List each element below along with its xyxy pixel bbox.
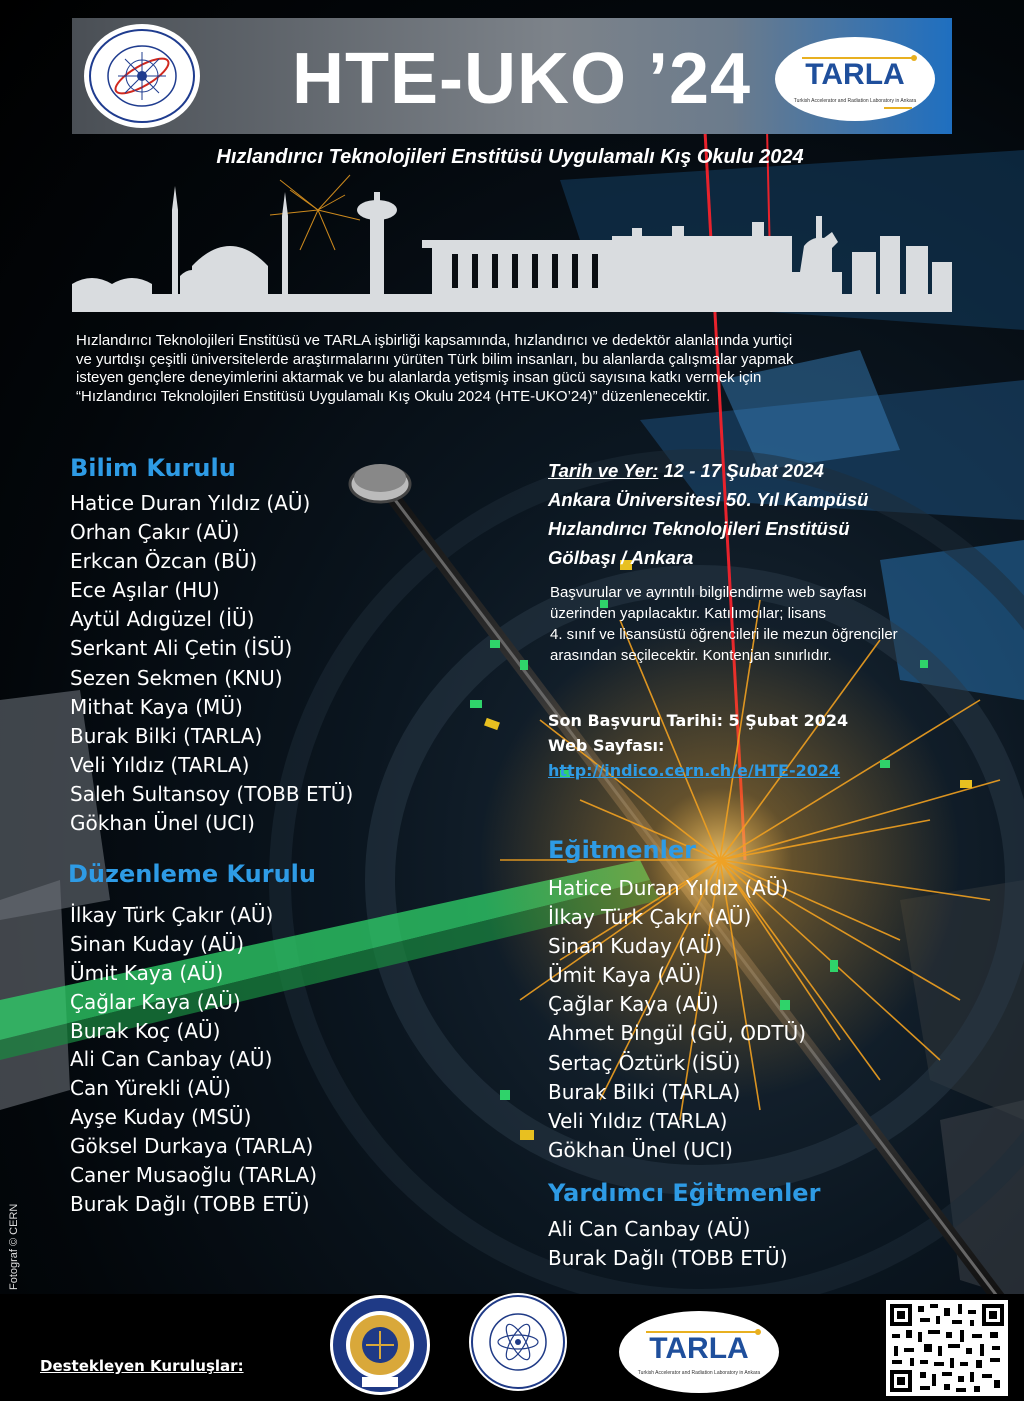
- list-item: Ali Can Canbay (AÜ): [548, 1217, 751, 1241]
- list-item: Veli Yıldız (TARLA): [548, 1108, 728, 1133]
- list-item: Sertaç Öztürk (İSÜ): [548, 1050, 741, 1075]
- list-item: Burak Koç (AÜ): [70, 1018, 221, 1043]
- date-label: Tarih ve Yer:: [548, 460, 659, 481]
- list-item: Ali Can Canbay (AÜ): [70, 1047, 273, 1072]
- tarla-footer-logo: [618, 1310, 780, 1394]
- list-item: Burak Bilki (TARLA): [548, 1079, 741, 1104]
- svg-text:Turkish Accelerator and Radiat: Turkish Accelerator and Radiation Laboratory in Ankara: [793, 98, 917, 104]
- svg-text:TARLA: TARLA: [805, 58, 905, 91]
- list-item: Hatice Duran Yıldız (AÜ): [70, 491, 311, 515]
- venue-line: Ankara Üniversitesi 50. Yıl Kampüsü: [548, 489, 869, 510]
- svg-text:TARLA: TARLA: [649, 1332, 749, 1365]
- list-item: Ümit Kaya (AÜ): [548, 963, 702, 988]
- ankara-university-hte-logo: [80, 22, 204, 130]
- event-title: HTE-UKO ’24: [292, 39, 752, 119]
- yardimci-egitmenler-heading: Yardımcı Eğitmenler: [548, 1179, 821, 1207]
- tarla-logo: [774, 36, 936, 122]
- list-item: Hatice Duran Yıldız (AÜ): [548, 876, 789, 900]
- date-value: 12 - 17 Şubat 2024: [658, 460, 824, 481]
- list-item: Burak Dağlı (TOBB ETÜ): [548, 1246, 788, 1270]
- event-info: [548, 456, 868, 572]
- deadline-block: [548, 708, 848, 783]
- list-item: Burak Dağlı (TOBB ETÜ): [70, 1191, 310, 1216]
- application-line: üzerinden yapılacaktır. Katılımcılar; lisans: [550, 605, 826, 622]
- event-subtitle: Hızlandırıcı Teknolojileri Enstitüsü Uygulamalı Kış Okulu 2024: [216, 146, 804, 168]
- application-line: Başvurular ve ayrıntılı bilgilendirme web sayfası: [550, 584, 867, 601]
- intro-line: ve yurtdışı çeşitli üniversitelerde araştırmalarını yürüten Türk bilim insanları, bu alanlarda çalışmalar yapmak: [76, 350, 794, 368]
- list-item: Erkcan Özcan (BÜ): [70, 549, 258, 574]
- list-item: Mithat Kaya (MÜ): [70, 694, 243, 719]
- application-line: arasından seçilecektir. Kontenjan sınırlıdır.: [550, 647, 832, 664]
- list-item: Çağlar Kaya (AÜ): [548, 992, 719, 1017]
- intro-paragraph: [76, 332, 956, 406]
- list-item: Gökhan Ünel (UCI): [548, 1137, 733, 1162]
- list-item: Gökhan Ünel (UCI): [70, 811, 255, 836]
- ankara-university-seal: [328, 1293, 432, 1397]
- qr-code[interactable]: [886, 1300, 1008, 1396]
- list-item: Ahmet Bingül (GÜ, ODTÜ): [548, 1021, 807, 1046]
- application-info: [550, 582, 970, 666]
- application-deadline: Son Başvuru Tarihi: 5 Şubat 2024: [548, 711, 849, 730]
- list-item: Saleh Sultansoy (TOBB ETÜ): [70, 781, 354, 806]
- fizik-muhendisleri-odasi-logo: [468, 1292, 568, 1392]
- photo-credit: Fotograf © CERN: [8, 1203, 20, 1290]
- ankara-skyline-silhouette: [72, 176, 952, 312]
- web-page-link[interactable]: http://indico.cern.ch/e/HTE-2024: [548, 761, 841, 780]
- venue-line: Hızlandırıcı Teknolojileri Enstitüsü: [548, 518, 850, 539]
- list-item: Serkant Ali Çetin (İSÜ): [70, 636, 293, 661]
- list-item: Aytül Adıgüzel (İÜ): [70, 607, 255, 632]
- supporters-label: Destekleyen Kuruluşlar:: [40, 1357, 244, 1375]
- list-item: Burak Bilki (TARLA): [70, 723, 263, 748]
- bilim-kurulu-list: [70, 489, 353, 838]
- list-item: Sinan Kuday (AÜ): [70, 931, 245, 956]
- list-item: Can Yürekli (AÜ): [70, 1076, 231, 1101]
- intro-line: “Hızlandırıcı Teknolojileri Enstitüsü Uygulamalı Kış Okulu 2024 (HTE-UKO’24)” düzenlenecektir.: [76, 387, 711, 405]
- list-item: Orhan Çakır (AÜ): [70, 520, 240, 545]
- list-item: Ümit Kaya (AÜ): [70, 960, 224, 985]
- bilim-kurulu-heading: Bilim Kurulu: [70, 454, 236, 482]
- list-item: Ece Aşılar (HU): [70, 578, 220, 603]
- egitmenler-heading: Eğitmenler: [548, 836, 696, 864]
- list-item: İlkay Türk Çakır (AÜ): [548, 905, 752, 930]
- web-page-label: Web Sayfası:: [548, 736, 665, 755]
- svg-text:Turkish Accelerator and Radiat: Turkish Accelerator and Radiation Laboratory in Ankara: [637, 1370, 761, 1376]
- yardimci-egitmenler-list: [548, 1215, 788, 1273]
- duzenleme-kurulu-heading: Düzenleme Kurulu: [68, 860, 316, 888]
- list-item: Sinan Kuday (AÜ): [548, 934, 723, 959]
- application-line: 4. sınıf ve lisansüstü öğrencileri ile mezun öğrenciler: [550, 626, 898, 643]
- venue-line: Gölbaşı / Ankara: [548, 547, 694, 568]
- list-item: Göksel Durkaya (TARLA): [70, 1134, 314, 1159]
- intro-line: isteyen gençlere deneyimlerini aktarmak ve bu alanlarda yetişmiş insan gücü sayısına katkı vermek için: [76, 369, 762, 387]
- list-item: Veli Yıldız (TARLA): [70, 752, 250, 777]
- egitmenler-list: [548, 874, 806, 1165]
- list-item: Ayşe Kuday (MSÜ): [70, 1105, 252, 1130]
- intro-line: Hızlandırıcı Teknolojileri Enstitüsü ve TARLA işbirliği kapsamında, hızlandırıcı ve dedektör alanlarında yurtiçi: [76, 332, 793, 349]
- duzenleme-kurulu-list: [70, 901, 317, 1219]
- list-item: Sezen Sekmen (KNU): [70, 665, 283, 690]
- list-item: İlkay Türk Çakır (AÜ): [70, 903, 274, 927]
- list-item: Caner Musaoğlu (TARLA): [70, 1163, 318, 1188]
- event-date: [548, 456, 868, 485]
- list-item: Çağlar Kaya (AÜ): [70, 989, 241, 1014]
